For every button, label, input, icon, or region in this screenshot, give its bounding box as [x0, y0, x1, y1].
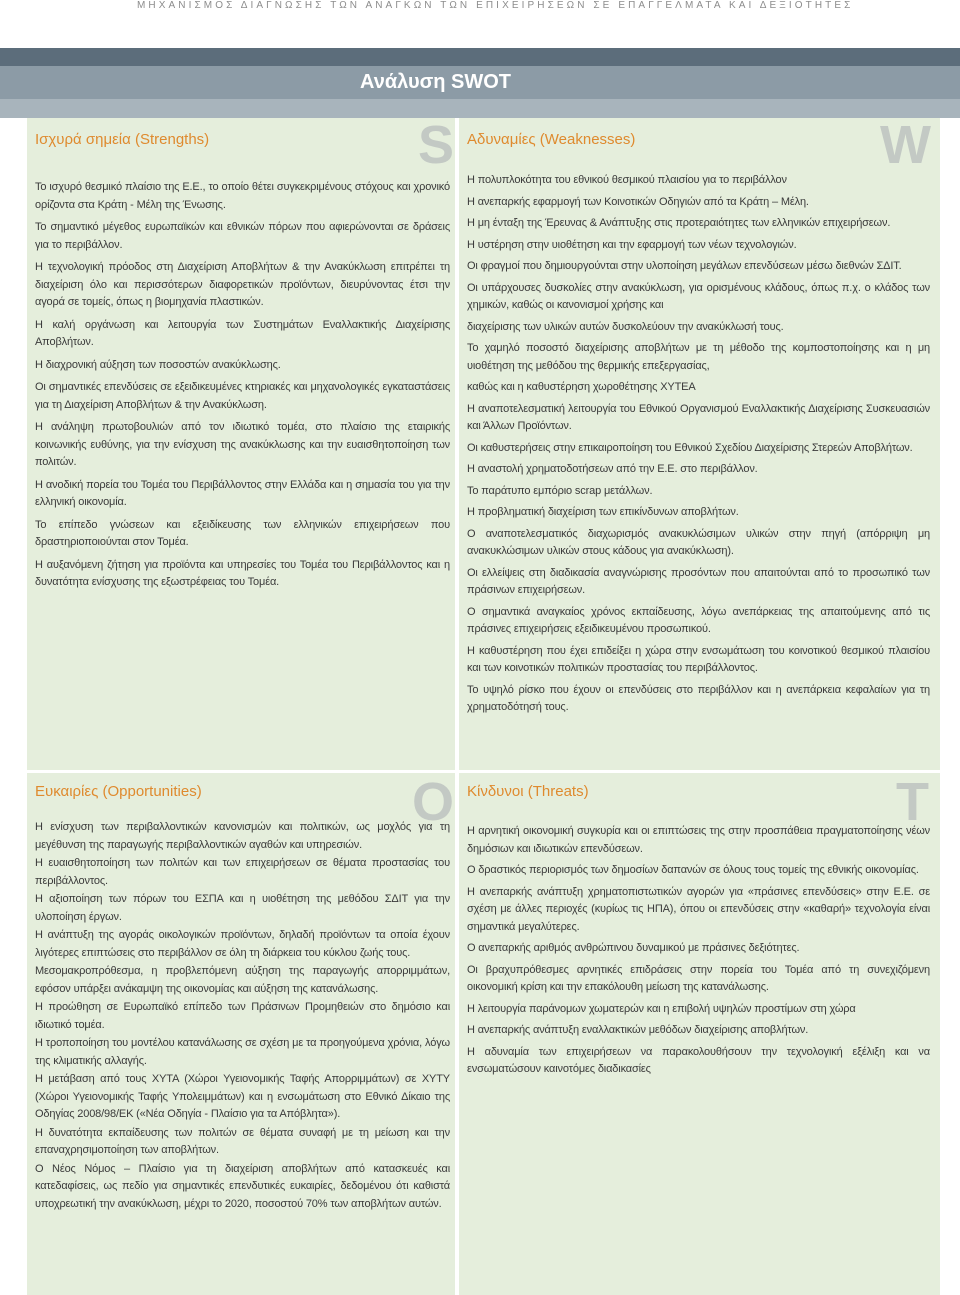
- running-header: ΜΗΧΑΝΙΣΜΟΣ ΔΙΑΓΝΩΣΗΣ ΤΩΝ ΑΝΑΓΚΩΝ ΤΩΝ ΕΠΙΧΕΙΡΗΣΕΩΝ ΣΕ ΕΠΑΓΓΕΛΜΑΤΑ ΚΑΙ ΔΕΞΙΟΤΗΤΕΣ: [137, 0, 854, 11]
- threat-item: Η αρνητική οικονομική συγκυρία και οι επιπτώσεις της στην προσπάθεια πραγματοποίησης νέων δημόσιων και ιδιωτικών επενδύσεων.: [467, 825, 930, 855]
- opportunities-panel: [27, 773, 455, 1295]
- weakness-item: διαχείρισης των υλικών αυτών δυσκολεύουν την ανακύκλωσή τους.: [467, 320, 784, 333]
- weakness-item: Το χαμηλό ποσοστό διαχείρισης αποβλήτων με τη μέθοδο της κομποστοποίησης και η μη υιοθέτηση της μεθόδου της θερμικής επεξεργασίας,: [467, 342, 930, 372]
- weakness-item: Το παράτυπο εμπόριο scrap μετάλλων.: [467, 484, 653, 497]
- strengths-letter: S: [417, 118, 454, 175]
- strength-item: Το ισχυρό θεσμικό πλαίσιο της Ε.Ε., το οποίο θέτει συγκεκριμένους στόχους και χρονικό ορίζοντα στα Κράτη - Μέλη της Ένωσης.: [35, 181, 450, 211]
- weakness-item: Η πολυπλοκότητα του εθνικού θεσμικού πλαισίου για το περιβάλλον: [467, 174, 787, 186]
- strength-item: Οι σημαντικές επενδύσεις σε εξειδικευμένες κτηριακές και μηχανολογικές εγκαταστάσεις για τη Διαχείριση Αποβλήτων & την Ανακύκλωση.: [35, 381, 450, 411]
- weakness-item: Οι υπάρχουσες δυσκολίες στην ανακύκλωση, για ορισμένους κλάδους, όπως π.χ. ο κλάδος των χημικών, καθώς οι κανονισμοί χρήσης και: [467, 281, 930, 311]
- threat-item: Η ανεπαρκής ανάπτυξη εναλλακτικών μεθόδων διαχείρισης αποβλήτων.: [467, 1024, 809, 1036]
- threat-item: Η αδυναμία των επιχειρήσεων να παρακολουθήσουν την τεχνολογική εξέλιξη και να ενσωματώσουν καινοτόμες διαδικασίες: [467, 1045, 930, 1075]
- opportunity-item: Ο Νέος Νόμος – Πλαίσιο για τη διαχείριση αποβλήτων από κατασκευές και κατεδαφίσεις, ως πεδίο για σημαντικές επενδυτικές ευκαιρίες, δεδομένου ότι καθιστά υποχρεωτική την ανακύκλωση, μέχρι το 2020, ποσοστού 70% των αποβλήτων αυτών.: [35, 1162, 450, 1210]
- weakness-item: Οι φραγμοί που δημιουργούνται στην υλοποίηση μεγάλων επενδύσεων μέσω διεθνών ΣΔΙΤ.: [467, 260, 902, 272]
- weakness-item: Η αναποτελεσματική λειτουργία του Εθνικού Οργανισμού Εναλλακτικής Διαχείρισης Συσκευασιών και Άλλων Προϊόντων.: [467, 402, 930, 432]
- threat-item: Ο δραστικός περιορισμός των δημοσίων δαπανών σε όλους τους τομείς της εθνικής οικονομίας.: [467, 864, 919, 876]
- opportunity-item: Μεσομακροπρόθεσμα, η προβλεπόμενη αύξηση της παραγωγής απορριμμάτων, εφόσον υπάρξει ανάκαμψη της οικονομίας και αύξηση της κατανάλωσης.: [35, 965, 450, 995]
- strengths-panel: [27, 118, 455, 770]
- opportunities-letter: O: [411, 773, 454, 832]
- weaknesses-heading: Αδυναμίες (Weaknesses): [467, 131, 636, 148]
- strength-item: Η αυξανόμενη ζήτηση για προϊόντα και υπηρεσίες του Τομέα του Περιβάλλοντος και η δυνατότητα ενίσχυσης της εξωστρέφειας του Τομέα.: [35, 558, 450, 588]
- strength-item: Η τεχνολογική πρόοδος στη Διαχείριση Αποβλήτων & την Ανακύκλωση επιτρέπει τη διαχείριση όλο και περισσότερων διαφορετικών προϊόντων, διευρύνοντας έτσι την αγορά σε τομείς, όπως η βιομηχανία πλαστικών.: [35, 261, 450, 308]
- weakness-item: Οι καθυστερήσεις στην επικαιροποίηση του Εθνικού Σχεδίου Διαχείρισης Στερεών Αποβλήτων.: [467, 441, 913, 454]
- weakness-item: Η προβληματική διαχείριση των επικίνδυνων αποβλήτων.: [467, 506, 739, 518]
- header-band-light: [0, 99, 960, 118]
- weakness-item: Ο σημαντικά αναγκαίος χρόνος εκπαίδευσης, λόγω ανεπάρκειας της απαιτούμενης από τις πράσινες επιχειρήσεις εξειδικευμένου προσωπικού.: [467, 605, 930, 635]
- opportunity-item: Η ανάπτυξη της αγοράς οικολογικών προϊόντων, δηλαδή προϊόντων τα οποία έχουν λιγότερες επιπτώσεις στο περιβάλλον σε όλη τη διάρκεια του κύκλου ζωής τους.: [35, 929, 450, 959]
- threat-item: Οι βραχυπρόθεσμες αρνητικές επιδράσεις στην πορεία του Τομέα από τη συνεχιζόμενη οικονομική κρίση και την επακόλουθη μείωση της κατανάλωσης.: [467, 963, 930, 993]
- opportunity-item: Η δυνατότητα εκπαίδευσης των πολιτών σε θέματα συναφή με τη μείωση και την επαναχρησιμοποίηση των αποβλήτων.: [35, 1126, 450, 1156]
- weakness-item: Η ανεπαρκής εφαρμογή των Κοινοτικών Οδηγιών από τα Κράτη – Μέλη.: [467, 195, 809, 208]
- opportunities-heading: Ευκαιρίες (Opportunities): [35, 783, 202, 800]
- strength-item: Η ανοδική πορεία του Τομέα του Περιβάλλοντος στην Ελλάδα και η σημασία του για την ελληνική οικονομία.: [35, 478, 450, 508]
- strength-item: Η διαχρονική αύξηση των ποσοστών ανακύκλωσης.: [35, 358, 281, 371]
- weakness-item: Η μη ένταξη της Έρευνας & Ανάπτυξης στις προτεραιότητες των ελληνικών επιχειρήσεων.: [467, 217, 891, 229]
- weakness-item: Το υψηλό ρίσκο που έχουν οι επενδύσεις στο περιβάλλον και η ανεπάρκεια κεφαλαίων για τη χρηματοδότησή τους.: [467, 683, 930, 713]
- threat-item: Η λειτουργία παράνομων χωματερών και η επιβολή υψηλών προστίμων στη χώρα: [467, 1002, 856, 1015]
- threat-item: Ο ανεπαρκής αριθμός ανθρώπινου δυναμικού με πράσινες δεξιότητες.: [467, 942, 800, 954]
- opportunity-item: Η ενίσχυση των περιβαλλοντικών κανονισμών και πολιτικών, ως μοχλός για τη μεγέθυνση της παραγωγής περιβαλλοντικών αγαθών και υπηρεσιών.: [35, 821, 450, 851]
- weakness-item: Η υστέρηση στην υιοθέτηση και την εφαρμογή των νέων τεχνολογιών.: [467, 238, 797, 251]
- weaknesses-list: [467, 172, 930, 717]
- page-title: Ανάλυση SWOT: [360, 71, 512, 93]
- strength-item: Το επίπεδο γνώσεων και εξειδίκευσης των ελληνικών επιχειρήσεων που δραστηριοποιούνται στον Τομέα.: [35, 518, 450, 548]
- opportunity-item: Η αξιοποίηση των πόρων του ΕΣΠΑ και η υιοθέτηση της μεθόδου ΣΔΙΤ για την υλοποίηση έργων.: [35, 893, 450, 923]
- strength-item: Το σημαντικό μέγεθος ευρωπαϊκών και εθνικών πόρων που αφιερώνονται σε δράσεις για το περιβάλλον.: [35, 221, 450, 251]
- threats-letter: T: [896, 773, 929, 832]
- opportunity-item: Η ευαισθητοποίηση των πολιτών και των επιχειρήσεων σε θέματα προστασίας του περιβάλλοντος.: [35, 857, 450, 887]
- weakness-item: Η καθυστέρηση που έχει επιδείξει η χώρα στην ενσωμάτωση του κοινοτικού θεσμικού πλαισίου και των κοινοτικών πολιτικών προστασίας του περιβάλλοντος.: [467, 644, 930, 674]
- opportunity-item: Η προώθηση σε Ευρωπαϊκό επίπεδο των Πράσινων Προμηθειών στο δημόσιο και ιδιωτικό τομέα.: [35, 1001, 450, 1031]
- opportunities-list: [35, 819, 450, 1213]
- weakness-item: Ο αναποτελεσματικός διαχωρισμός ανακυκλώσιμων υλικών στην πηγή (απόρριψη μη ανακυκλώσιμων υλικών στους κάδους για ανακύκλωση).: [467, 527, 930, 557]
- header-band-dark: [0, 48, 960, 66]
- weaknesses-letter: W: [880, 118, 931, 175]
- weakness-item: καθώς και η καθυστέρηση χωροθέτησης ΧΥΤΕΑ: [467, 381, 696, 393]
- threats-heading: Κίνδυνοι (Threats): [467, 783, 589, 800]
- threat-item: Η ανεπαρκής ανάπτυξη χρηματοπιστωτικών αγορών για «πράσινες επενδύσεις» στην Ε.Ε. σε σχέση με άλλες περιοχές (κυρίως τις ΗΠΑ), όπου οι επενδύσεις στην «καθαρή» τεχνολογία είναι σημαντικά μεγαλύτερες.: [467, 885, 930, 933]
- opportunity-item: Η μετάβαση από τους ΧΥΤΑ (Χώροι Υγειονομικής Ταφής Απορριμμάτων) σε ΧΥΤΥ (Χώροι Υγειονομικής Ταφής Υπολειμμάτων) και η ενσωμάτωση στο Εθνικό Δίκαιο της Οδηγίας 2008/98/ΕΚ («Νέα Οδηγία - Πλαίσιο για τα Απόβλητα»).: [35, 1073, 450, 1120]
- strength-item: Η ανάληψη πρωτοβουλιών από τον ιδιωτικό τομέα, στο πλαίσιο της εταιρικής κοινωνικής ευθύνης, για την ενίσχυση της ανακύκλωσης και την ευαισθητοποίηση των πολιτών.: [35, 421, 450, 468]
- strength-item: Η καλή οργάνωση και λειτουργία των Συστημάτων Εναλλακτικής Διαχείρισης Αποβλήτων.: [35, 318, 450, 348]
- weakness-item: Οι ελλείψεις στη διαδικασία αναγνώρισης προσόντων που απαιτούνται από το προσωπικό των πράσινων επιχειρήσεων.: [467, 566, 930, 596]
- opportunity-item: Η τροποποίηση του μοντέλου κατανάλωσης σε σχέση με τα προηγούμενα χρόνια, λόγω της κλιματικής αλλαγής.: [35, 1037, 450, 1067]
- strengths-list: [35, 179, 450, 592]
- threats-list: [467, 823, 930, 1079]
- threats-panel: [459, 773, 940, 1295]
- strengths-heading: Ισχυρά σημεία (Strengths): [35, 131, 210, 148]
- weaknesses-panel: [459, 118, 940, 770]
- weakness-item: Η αναστολή χρηματοδοτήσεων από την Ε.Ε. στο περιβάλλον.: [467, 463, 758, 475]
